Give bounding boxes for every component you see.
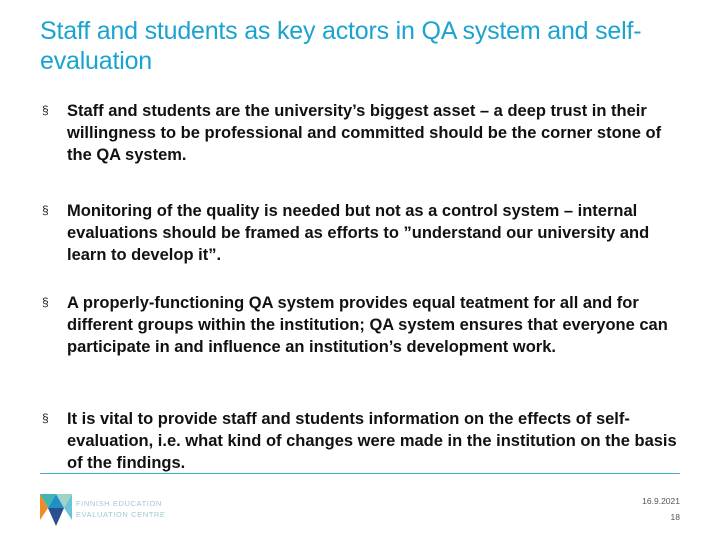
logo-line-1: FINNISH EDUCATION: [76, 499, 162, 508]
bullet-marker: §: [42, 411, 49, 425]
bullet-marker: §: [42, 203, 49, 217]
page-number: 18: [670, 512, 680, 522]
slide-title: Staff and students as key actors in QA system and self-evaluation: [40, 17, 642, 75]
logo-wordmark: [76, 498, 196, 520]
bullet-text: Staff and students are the university’s biggest asset – a deep trust in their willingness to be professional and committed should be the corner stone of the QA system.: [67, 102, 662, 164]
bullet-marker: §: [42, 295, 49, 309]
footer-date: 16.9.2021: [642, 496, 680, 506]
bullet-text: It is vital to provide staff and students information on the effects of self-evaluation, i.e. what kind of changes were made in the institution on the basis of the findings.: [67, 410, 677, 472]
fine-logo-icon: [36, 490, 76, 530]
logo-line-2: EVALUATION CENTRE: [76, 510, 166, 519]
footer-divider: [40, 473, 680, 474]
bullet-text: Monitoring of the quality is needed but not as a control system – internal evaluations should be framed as efforts to ”understand our university and learn to develop it”.: [67, 202, 650, 264]
bullet-marker: §: [42, 103, 49, 117]
bullet-text: A properly-functioning QA system provides equal teatment for all and for different groups within the institution; QA system ensures that everyone can participate in and influence an institution’s development work.: [67, 294, 668, 356]
